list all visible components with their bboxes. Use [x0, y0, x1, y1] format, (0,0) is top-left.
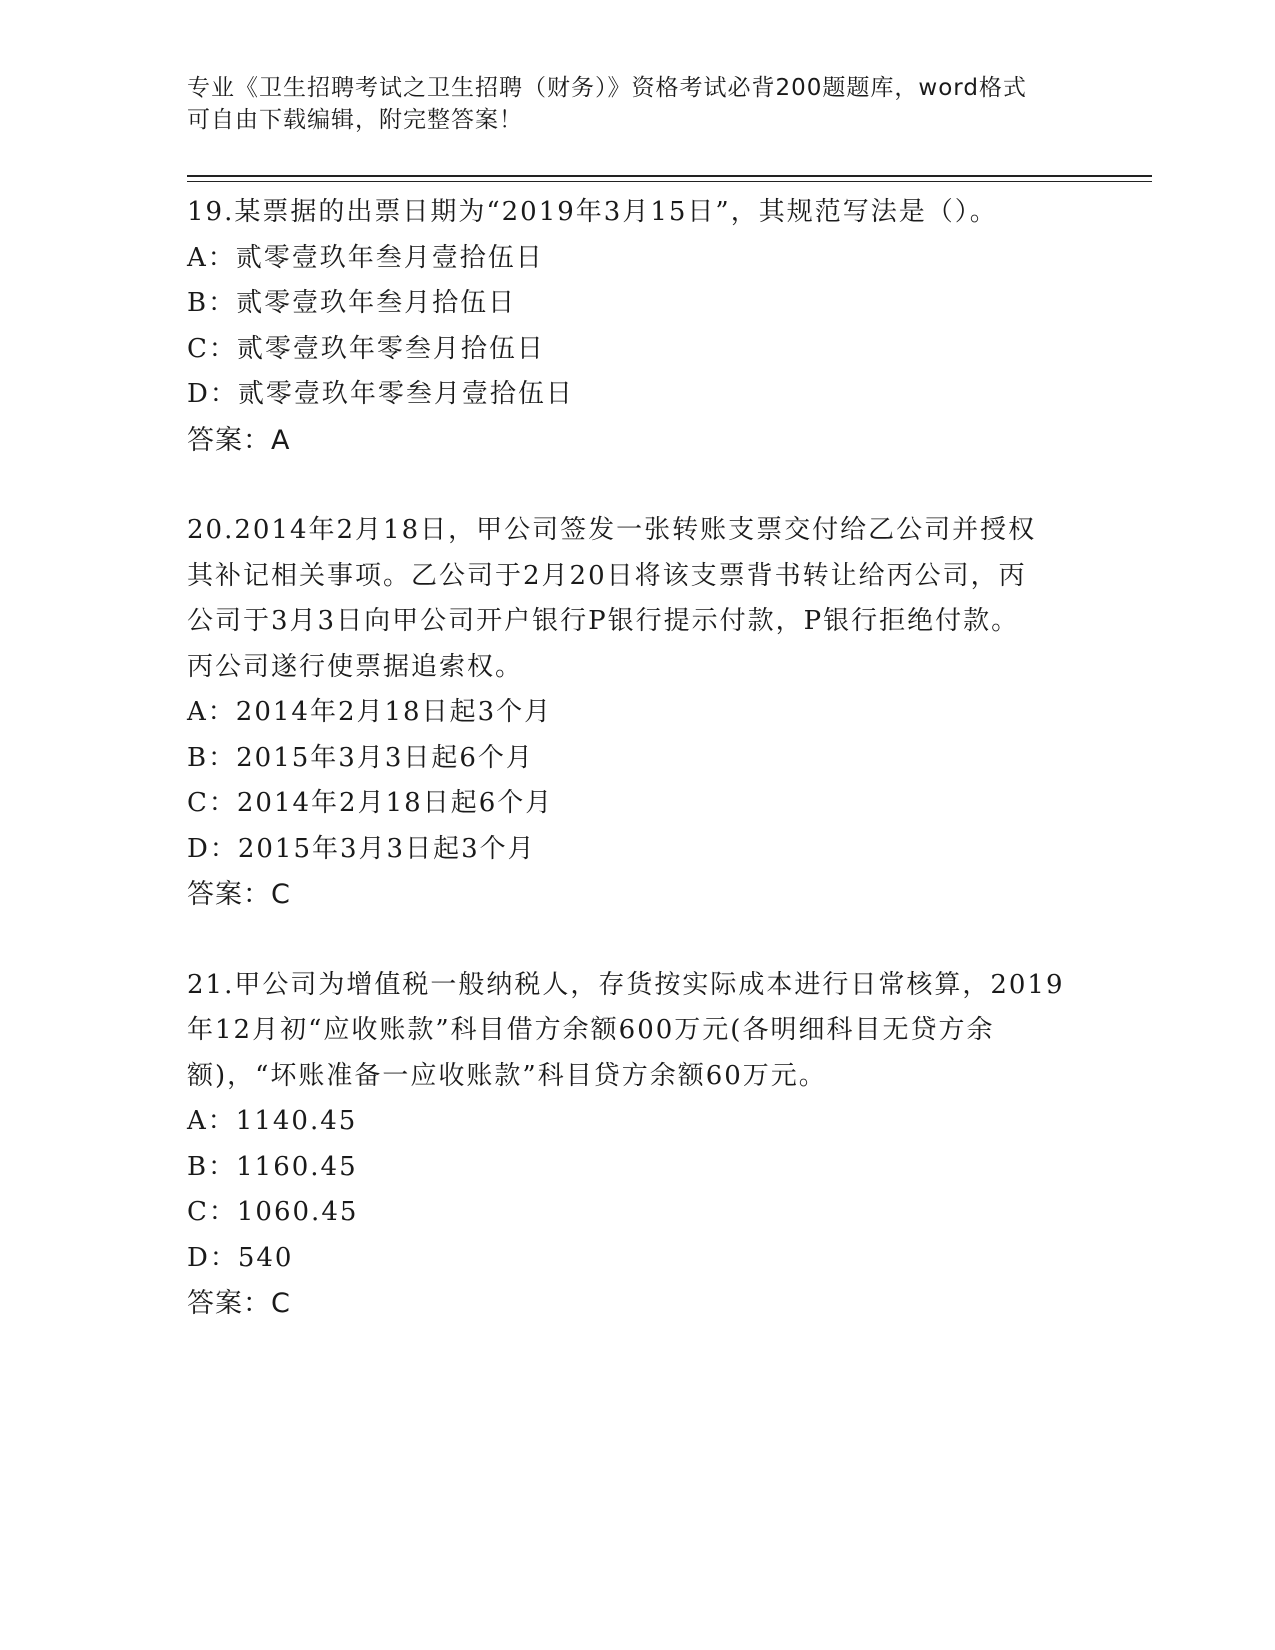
question-stem: 年12月初“应收账款”科目借方余额600万元(各明细科目无贷方余 [187, 1015, 995, 1045]
option-c: C：贰零壹玖年零叁月拾伍日 [187, 333, 545, 364]
answer-label: 答案：C [187, 879, 291, 910]
question-stem: 21.甲公司为增值税一般纳税人，存货按实际成本进行日常核算，2019 [187, 969, 1065, 1000]
option-b: B：贰零壹玖年叁月拾伍日 [187, 288, 517, 318]
question-stem: 19.某票据的出票日期为“2019年3月15日”，其规范写法是（）。 [187, 197, 998, 227]
option-b: B：2015年3月3日起6个月 [187, 742, 534, 773]
option-c: C：1060.45 [187, 1197, 359, 1227]
option-c: C：2014年2月18日起6个月 [187, 788, 554, 818]
header-line-1: 专业《卫生招聘考试之卫生招聘（财务）》资格考试必背200题题库，word格式 [187, 75, 1027, 101]
question-stem: 公司于3月3日向甲公司开户银行P银行提示付款，P银行拒绝付款。 [187, 606, 1020, 636]
option-a: A：贰零壹玖年叁月壹拾伍日 [187, 242, 544, 273]
option-d: D：540 [187, 1242, 294, 1273]
question-stem: 20.2014年2月18日，甲公司签发一张转账支票交付给乙公司并授权 [187, 515, 1037, 545]
option-d: D：贰零壹玖年零叁月壹拾伍日 [187, 379, 574, 409]
option-a: A：1140.45 [187, 1106, 358, 1136]
answer-label: 答案：C [187, 1288, 291, 1319]
question-stem: 丙公司遂行使票据追索权。 [187, 651, 524, 682]
header-line-2: 可自由下载编辑，附完整答案！ [187, 107, 523, 133]
question-list [187, 190, 1087, 1372]
option-b: B：1160.45 [187, 1151, 358, 1182]
question-stem: 额)，“坏账准备一应收账款”科目贷方余额60万元。 [187, 1060, 827, 1091]
header-divider-thin [187, 181, 1152, 182]
question-21 [187, 963, 1087, 1327]
header-divider-thick [187, 175, 1152, 177]
question-20 [187, 508, 1087, 918]
option-d: D：2015年3月3日起3个月 [187, 833, 536, 864]
question-19 [187, 190, 1087, 463]
answer-label: 答案：A [187, 424, 291, 456]
question-stem: 其补记相关事项。乙公司于2月20日将该支票背书转让给丙公司，丙 [187, 560, 1027, 591]
option-a: A：2014年2月18日起3个月 [187, 697, 553, 727]
document-header [187, 72, 1087, 136]
